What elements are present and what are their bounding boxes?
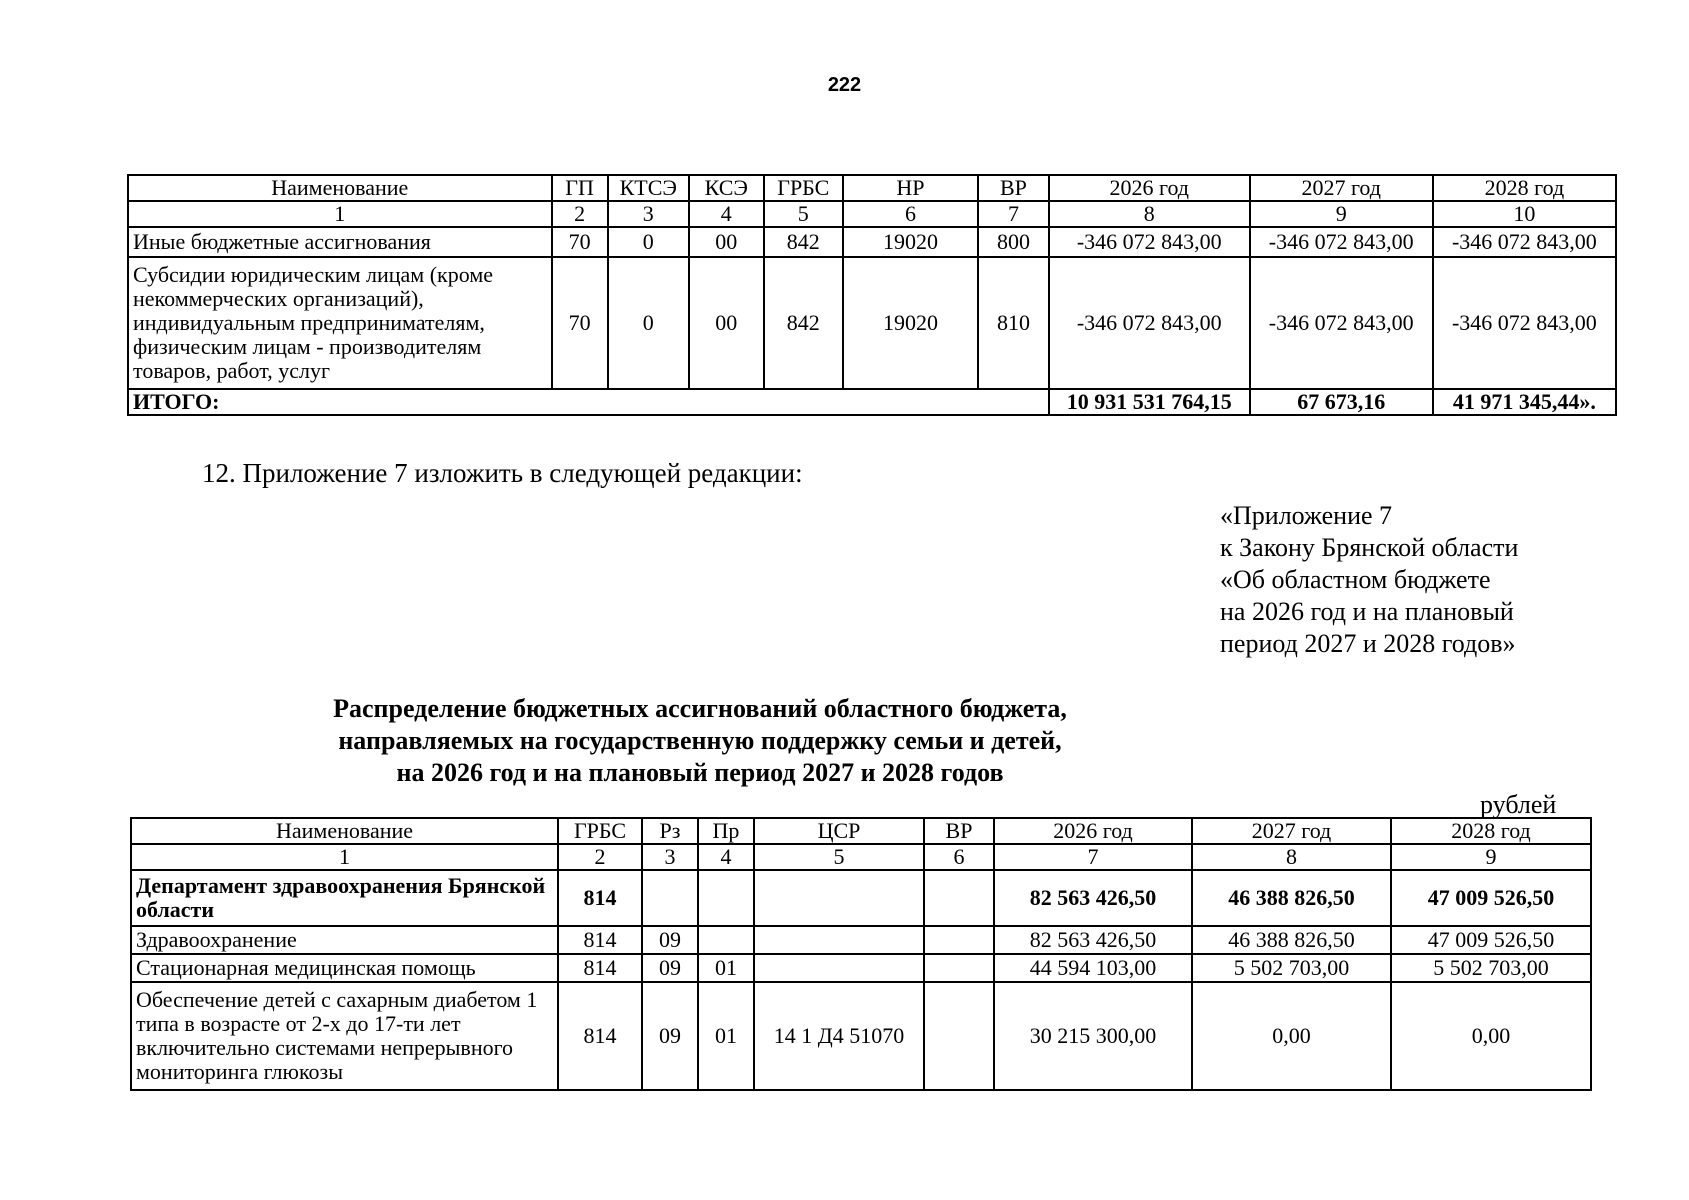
csr-cell: 14 1 Д4 51070 — [754, 982, 924, 1090]
table-row — [131, 954, 1591, 982]
column-number: 4 — [689, 201, 764, 227]
amount-2028: 5 502 703,00 — [1391, 954, 1591, 982]
table-row — [131, 870, 1591, 926]
column-header: Наименование — [128, 175, 552, 201]
amount-2027: 0,00 — [1192, 982, 1391, 1090]
column-number-row — [131, 844, 1591, 870]
grbs-cell: 814 — [558, 954, 642, 982]
grbs-cell: 814 — [558, 926, 642, 954]
column-header: ГРБС — [764, 175, 843, 201]
column-number: 3 — [642, 844, 698, 870]
document-title — [0, 693, 1400, 789]
column-number: 3 — [608, 201, 689, 227]
column-number: 9 — [1391, 844, 1591, 870]
amount-2027: 46 388 826,50 — [1192, 926, 1391, 954]
column-number: 1 — [131, 844, 558, 870]
total-2027: 67 673,16 — [1250, 389, 1433, 415]
column-number: 6 — [924, 844, 994, 870]
column-number: 5 — [754, 844, 924, 870]
amount-2028: -346 072 843,00 — [1433, 257, 1616, 389]
table-header-row — [131, 818, 1591, 844]
column-header: 2027 год — [1192, 818, 1391, 844]
ktse-cell: 0 — [608, 257, 689, 389]
amount-2026: -346 072 843,00 — [1049, 257, 1250, 389]
amount-2026: 30 215 300,00 — [994, 982, 1192, 1090]
vr-cell — [924, 926, 994, 954]
amount-2027: -346 072 843,00 — [1250, 257, 1433, 389]
grbs-cell: 842 — [764, 227, 843, 257]
column-header: КТСЭ — [608, 175, 689, 201]
title-line: направляемых на государственную поддержку семьи и детей, — [338, 726, 1062, 755]
nr-cell: 19020 — [843, 227, 978, 257]
pr-cell — [698, 870, 754, 926]
title-line: на 2026 год и на плановый период 2027 и 2028 годов — [396, 758, 1004, 787]
row-name: Обеспечение детей с сахарным диабетом 1 типа в возрасте от 2-х до 17-ти лет включительно системами непрерывного мониторинга глюкозы — [131, 982, 558, 1090]
column-header: 2027 год — [1250, 175, 1433, 201]
appendix-line: период 2027 и 2028 годов» — [1220, 629, 1516, 658]
row-name: Здравоохранение — [131, 926, 558, 954]
column-header: ГП — [552, 175, 608, 201]
amount-2028: 0,00 — [1391, 982, 1591, 1090]
column-header: НР — [843, 175, 978, 201]
column-header: Пр — [698, 818, 754, 844]
column-header: ЦСР — [754, 818, 924, 844]
amount-2028: 47 009 526,50 — [1391, 926, 1591, 954]
table-row — [131, 982, 1591, 1090]
column-header: Рз — [642, 818, 698, 844]
rz-cell: 09 — [642, 982, 698, 1090]
row-name: Стационарная медицинская помощь — [131, 954, 558, 982]
rz-cell — [642, 870, 698, 926]
total-2028: 41 971 345,44». — [1433, 389, 1616, 415]
appendix-line: на 2026 год и на плановый — [1220, 597, 1514, 626]
currency-units: рублей — [1480, 790, 1557, 819]
csr-cell — [754, 954, 924, 982]
ktse-cell: 0 — [608, 227, 689, 257]
table-header-row — [128, 175, 1616, 201]
column-number: 4 — [698, 844, 754, 870]
allocation-table — [130, 817, 1592, 1091]
column-number: 7 — [978, 201, 1049, 227]
amount-2026: 44 594 103,00 — [994, 954, 1192, 982]
column-number: 7 — [994, 844, 1192, 870]
column-number: 2 — [552, 201, 608, 227]
column-number: 8 — [1049, 201, 1250, 227]
column-header: ГРБС — [558, 818, 642, 844]
amount-2027: 5 502 703,00 — [1192, 954, 1391, 982]
column-number: 10 — [1433, 201, 1616, 227]
total-label: ИТОГО: — [128, 389, 1049, 415]
table-row — [131, 926, 1591, 954]
column-number: 1 — [128, 201, 552, 227]
kse-cell: 00 — [689, 227, 764, 257]
amount-2028: 47 009 526,50 — [1391, 870, 1591, 926]
column-header: Наименование — [131, 818, 558, 844]
row-name: Департамент здравоохранения Брянской области — [131, 870, 558, 926]
gp-cell: 70 — [552, 257, 608, 389]
column-header: ВР — [978, 175, 1049, 201]
csr-cell — [754, 870, 924, 926]
kse-cell: 00 — [689, 257, 764, 389]
pr-cell: 01 — [698, 954, 754, 982]
column-number-row — [128, 201, 1616, 227]
title-line: Распределение бюджетных ассигнований областного бюджета, — [333, 694, 1067, 723]
appendix-reference — [1220, 500, 1518, 660]
page-number: 222 — [827, 74, 862, 96]
row-name: Иные бюджетные ассигнования — [128, 227, 552, 257]
vr-cell — [924, 982, 994, 1090]
vr-cell — [924, 954, 994, 982]
vr-cell — [924, 870, 994, 926]
column-number: 8 — [1192, 844, 1391, 870]
table-row — [128, 227, 1616, 257]
amendment-paragraph: 12. Приложение 7 изложить в следующей редакции: — [202, 458, 803, 488]
amount-2027: -346 072 843,00 — [1250, 227, 1433, 257]
gp-cell: 70 — [552, 227, 608, 257]
vr-cell: 810 — [978, 257, 1049, 389]
row-name: Субсидии юридическим лицам (кроме некоммерческих организаций), индивидуальным предпринимателям, физическим лицам - производителям товаров, работ, услуг — [128, 257, 552, 389]
column-number: 6 — [843, 201, 978, 227]
pr-cell — [698, 926, 754, 954]
grbs-cell: 842 — [764, 257, 843, 389]
column-header: КСЭ — [689, 175, 764, 201]
grbs-cell: 814 — [558, 870, 642, 926]
amount-2026: 82 563 426,50 — [994, 926, 1192, 954]
appendix-line: «Приложение 7 — [1220, 501, 1393, 530]
column-number: 2 — [558, 844, 642, 870]
amount-2026: -346 072 843,00 — [1049, 227, 1250, 257]
vr-cell: 800 — [978, 227, 1049, 257]
appendix-line: к Закону Брянской области — [1220, 533, 1519, 562]
column-header: 2026 год — [1049, 175, 1250, 201]
grbs-cell: 814 — [558, 982, 642, 1090]
appendix-line: «Об областном бюджете — [1220, 565, 1491, 594]
csr-cell — [754, 926, 924, 954]
column-header: 2028 год — [1433, 175, 1616, 201]
column-number: 9 — [1250, 201, 1433, 227]
column-header: ВР — [924, 818, 994, 844]
amount-2026: 82 563 426,50 — [994, 870, 1192, 926]
total-row — [128, 389, 1616, 415]
table-row — [128, 257, 1616, 389]
nr-cell: 19020 — [843, 257, 978, 389]
column-header: 2026 год — [994, 818, 1192, 844]
total-2026: 10 931 531 764,15 — [1049, 389, 1250, 415]
column-header: 2028 год — [1391, 818, 1591, 844]
rz-cell: 09 — [642, 954, 698, 982]
amount-2027: 46 388 826,50 — [1192, 870, 1391, 926]
amount-2028: -346 072 843,00 — [1433, 227, 1616, 257]
rz-cell: 09 — [642, 926, 698, 954]
pr-cell: 01 — [698, 982, 754, 1090]
subsidy-table — [127, 174, 1617, 416]
column-number: 5 — [764, 201, 843, 227]
